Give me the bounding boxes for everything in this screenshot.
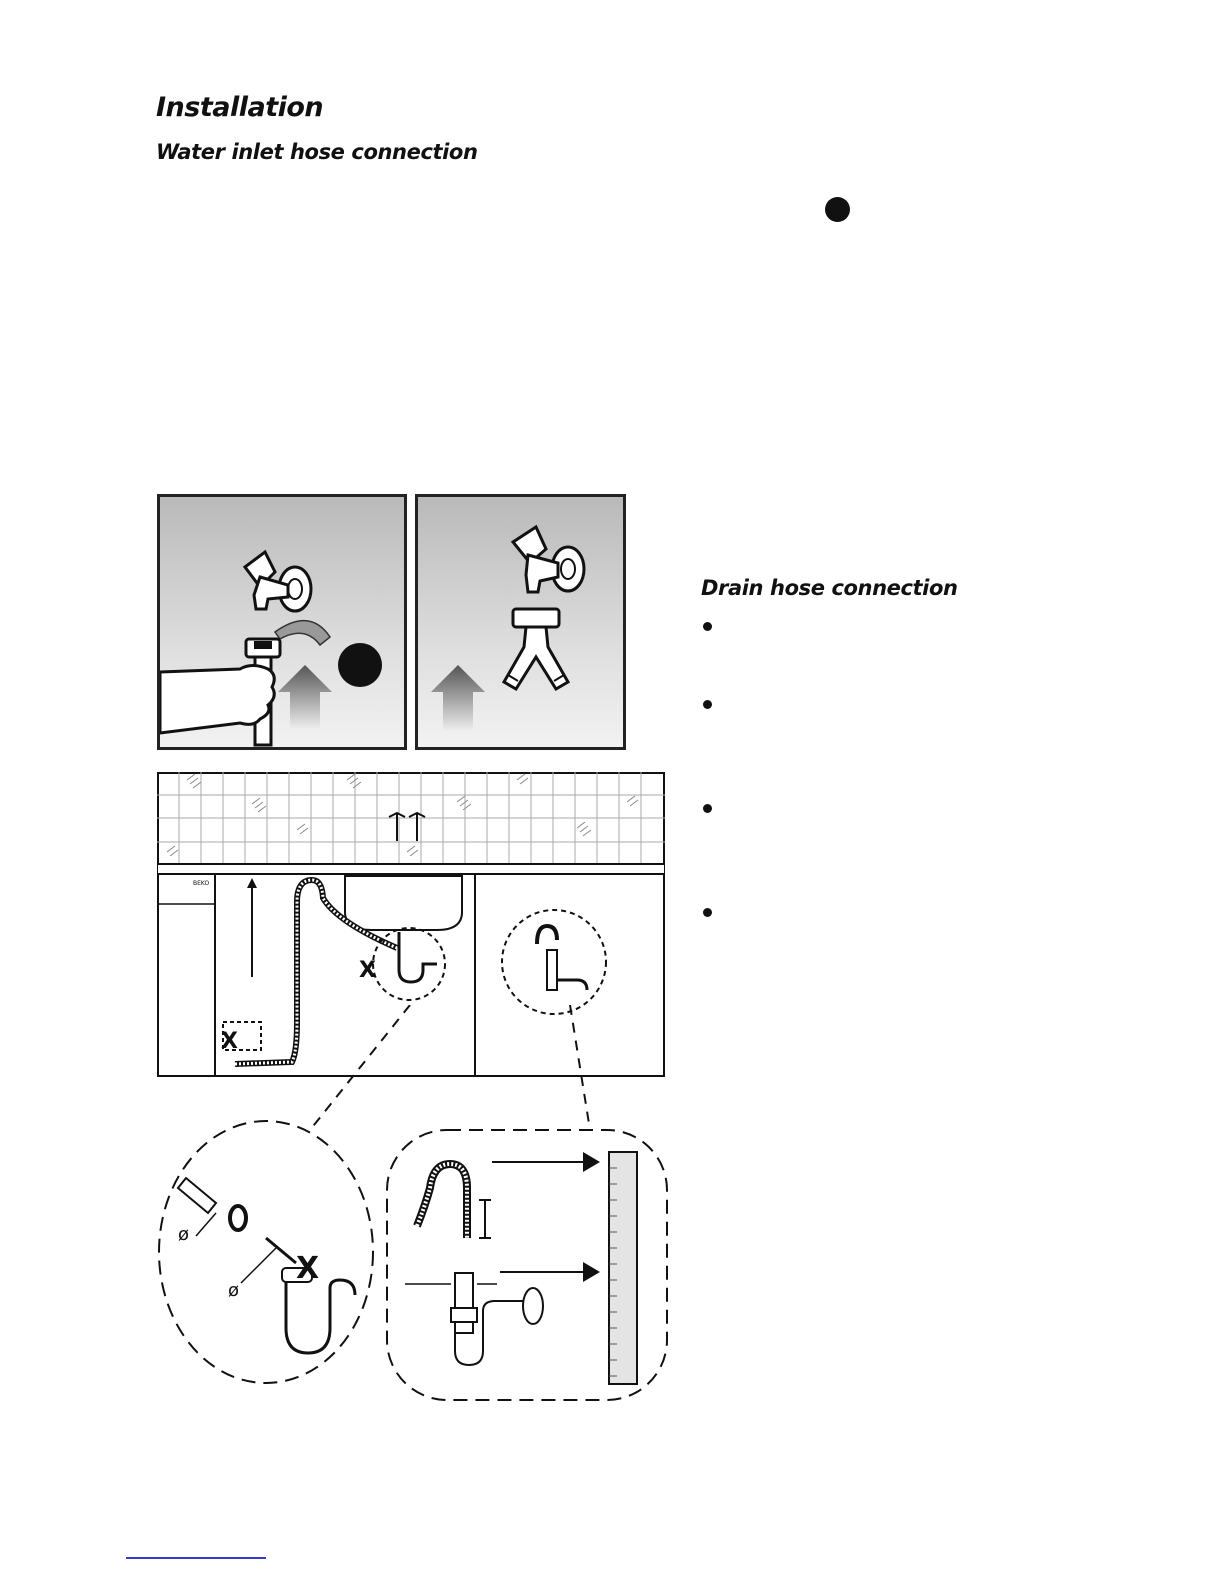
y-adapter-panel: [415, 494, 626, 750]
bullet-1: [703, 622, 712, 631]
footer-rule: [126, 1557, 266, 1559]
hose-clip-illustration: [156, 1118, 378, 1386]
drain-heading: Drain hose connection: [701, 576, 958, 600]
marker-dot: [825, 197, 850, 222]
page-title: Installation: [156, 92, 324, 123]
bullet-4: [703, 908, 712, 917]
inlet-heading: Water inlet hose connection: [156, 140, 478, 164]
hose-height-illustration: [385, 1128, 669, 1402]
tap-hose-illustration: [160, 497, 404, 747]
bullet-2: [703, 700, 712, 709]
brand-label: BEKO: [193, 880, 210, 887]
y-adapter-illustration: [418, 497, 623, 747]
wrong-mark-icon: X: [359, 958, 376, 983]
tap-connection-panel: [157, 494, 407, 750]
wrong-position-icon: X: [221, 1029, 238, 1054]
hose-height-detail: [385, 1128, 669, 1402]
diameter-label-1: ø: [178, 1224, 190, 1245]
connector-lines: [300, 1005, 600, 1135]
wrong-fitting-icon: X: [296, 1251, 320, 1286]
bullet-3: [703, 804, 712, 813]
diameter-label-2: ø: [228, 1280, 240, 1301]
hose-clip-detail: [156, 1118, 378, 1386]
